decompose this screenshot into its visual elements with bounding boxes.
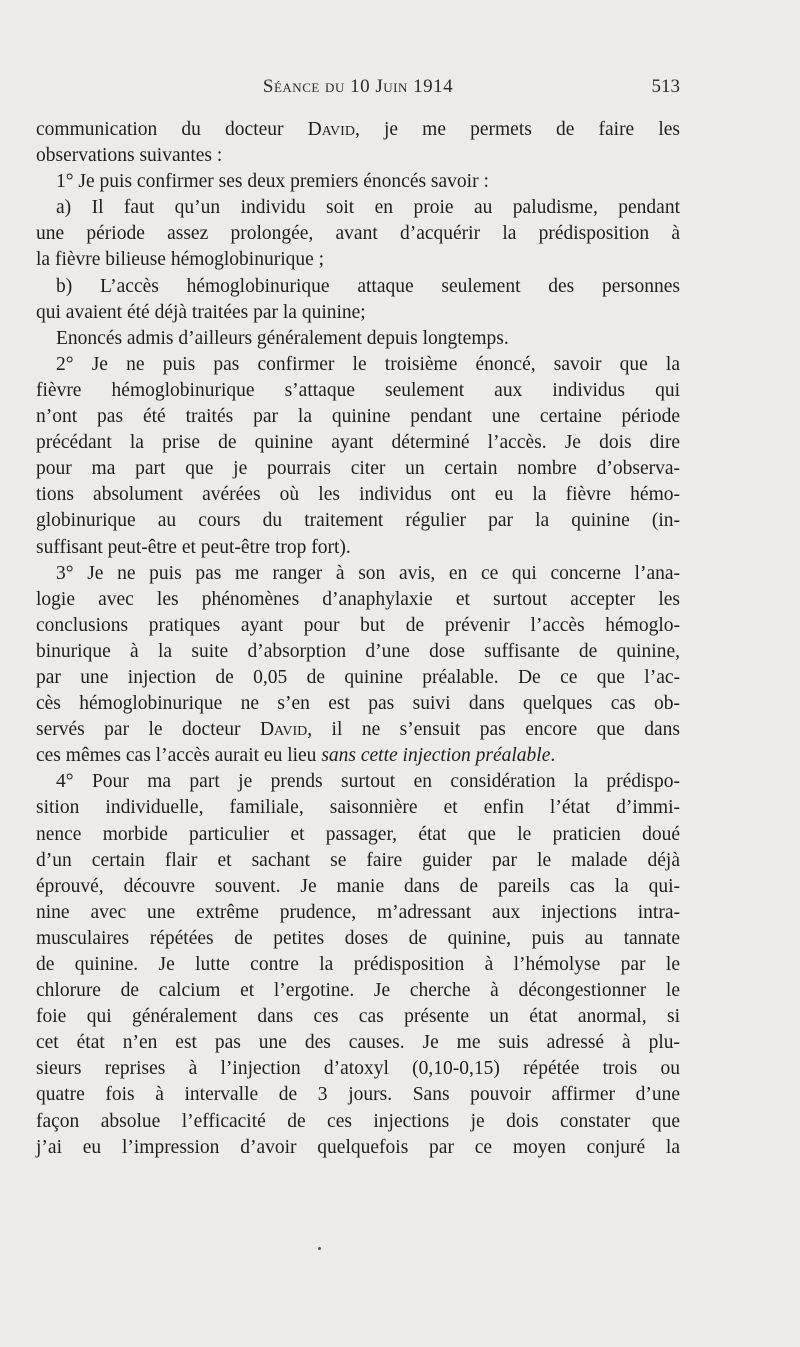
text-line: la fièvre bilieuse hémoglobinurique ; xyxy=(36,249,325,271)
text-line: façon absolue l’efficacité de ces injections je dois constater que xyxy=(36,1110,680,1132)
text-line: par une injection de 0,05 de quinine préalable. De ce que l’ac- xyxy=(36,666,680,688)
text-line: nence morbide particulier et passager, état que le praticien doué xyxy=(36,823,680,845)
text-line: conclusions pratiques ayant pour but de prévenir l’accès hémoglo- xyxy=(36,614,680,636)
text-line: une période assez prolongée, avant d’acquérir la prédisposition à xyxy=(36,223,680,245)
text-line: n’ont pas été traités par la quinine pendant une certaine période xyxy=(36,406,680,428)
running-head-title: Séance du 10 Juin 1914 xyxy=(262,76,454,97)
text-line: 3° Je ne puis pas me ranger à son avis, en ce qui concerne l’ana- xyxy=(56,562,680,584)
text-line: de quinine. Je lutte contre la prédisposition à l’hémolyse par le xyxy=(36,954,680,975)
small-caps-name: David xyxy=(259,719,308,741)
text-line: pour ma part que je pourrais citer un certain nombre d’observa- xyxy=(36,458,680,480)
running-head xyxy=(36,76,680,102)
text-line: foie qui généralement dans ces cas présente un état anormal, si xyxy=(36,1006,680,1028)
text-line: logie avec les phénomènes d’anaphylaxie et surtout accepter les xyxy=(36,588,680,610)
text-line: servés par le docteur David, il ne s’ensuit pas encore que dans xyxy=(36,719,680,741)
text-line: 2° Je ne puis pas confirmer le troisième énoncé, savoir que la xyxy=(56,353,680,375)
page-number: 513 xyxy=(651,76,680,97)
text-line: suffisant peut-être et peut-être trop fort). xyxy=(36,536,351,558)
text-line: sieurs reprises à l’injection d’atoxyl (0,10-0,15) répétée trois ou xyxy=(36,1058,680,1080)
text-line: cet état n’en est pas une des causes. Je me suis adressé à plu- xyxy=(36,1032,680,1054)
text-line: qui avaient été déjà traitées par la quinine; xyxy=(36,301,366,323)
text-line: éprouvé, découvre souvent. Je manie dans de pareils cas la qui- xyxy=(36,875,680,897)
text-line: chlorure de calcium et l’ergotine. Je cherche à décongestionner le xyxy=(36,980,680,1002)
text-line: j’ai eu l’impression d’avoir quelquefois par ce moyen conjuré la xyxy=(36,1136,680,1158)
text-line: nine avec une extrême prudence, m’adressant aux injections intra- xyxy=(36,901,680,923)
text-line: cès hémoglobinurique ne s’en est pas suivi dans quelques cas ob- xyxy=(36,693,680,715)
text-line: observations suivantes : xyxy=(36,145,223,167)
text-line: globinurique au cours du traitement régulier par la quinine (in- xyxy=(36,510,680,532)
print-speck xyxy=(318,1247,321,1250)
text-line: fièvre hémoglobinurique s’attaque seulement aux individus qui xyxy=(36,379,680,401)
text-line: précédant la prise de quinine ayant déterminé l’accès. Je dois dire xyxy=(36,432,680,454)
text-line: communication du docteur David, je me permets de faire les xyxy=(36,119,681,140)
text-line: sition individuelle, familiale, saisonnière et enfin l’état d’immi- xyxy=(36,797,680,819)
text-line: 4° Pour ma part je prends surtout en considération la prédispo- xyxy=(56,771,680,793)
text-line: quatre fois à intervalle de 3 jours. Sans pouvoir affirmer d’une xyxy=(36,1084,680,1106)
body-text xyxy=(36,117,680,1161)
text-line: d’un certain flair et sachant se faire guider par le malade déjà xyxy=(36,849,680,871)
text-line: a) Il faut qu’un individu soit en proie au paludisme, pendant xyxy=(56,197,680,219)
text-line: binurique à la suite d’absorption d’une dose suffisante de quinine, xyxy=(36,640,680,662)
text-line: 1° Je puis confirmer ses deux premiers énoncés savoir : xyxy=(56,171,489,193)
text-line: musculaires répétées de petites doses de quinine, puis au tannate xyxy=(36,927,680,949)
text-line: tions absolument avérées où les individus ont eu la fièvre hémo- xyxy=(36,484,680,506)
text-line: Enoncés admis d’ailleurs généralement depuis longtemps. xyxy=(56,327,509,349)
small-caps-name: David xyxy=(307,119,355,140)
text-line: ces mêmes cas l’accès aurait eu lieu sans cette injection préalable. xyxy=(36,745,556,767)
text-line: b) L’accès hémoglobinurique attaque seulement des personnes xyxy=(56,275,680,297)
emphasis: sans cette injection préalable xyxy=(321,745,551,767)
